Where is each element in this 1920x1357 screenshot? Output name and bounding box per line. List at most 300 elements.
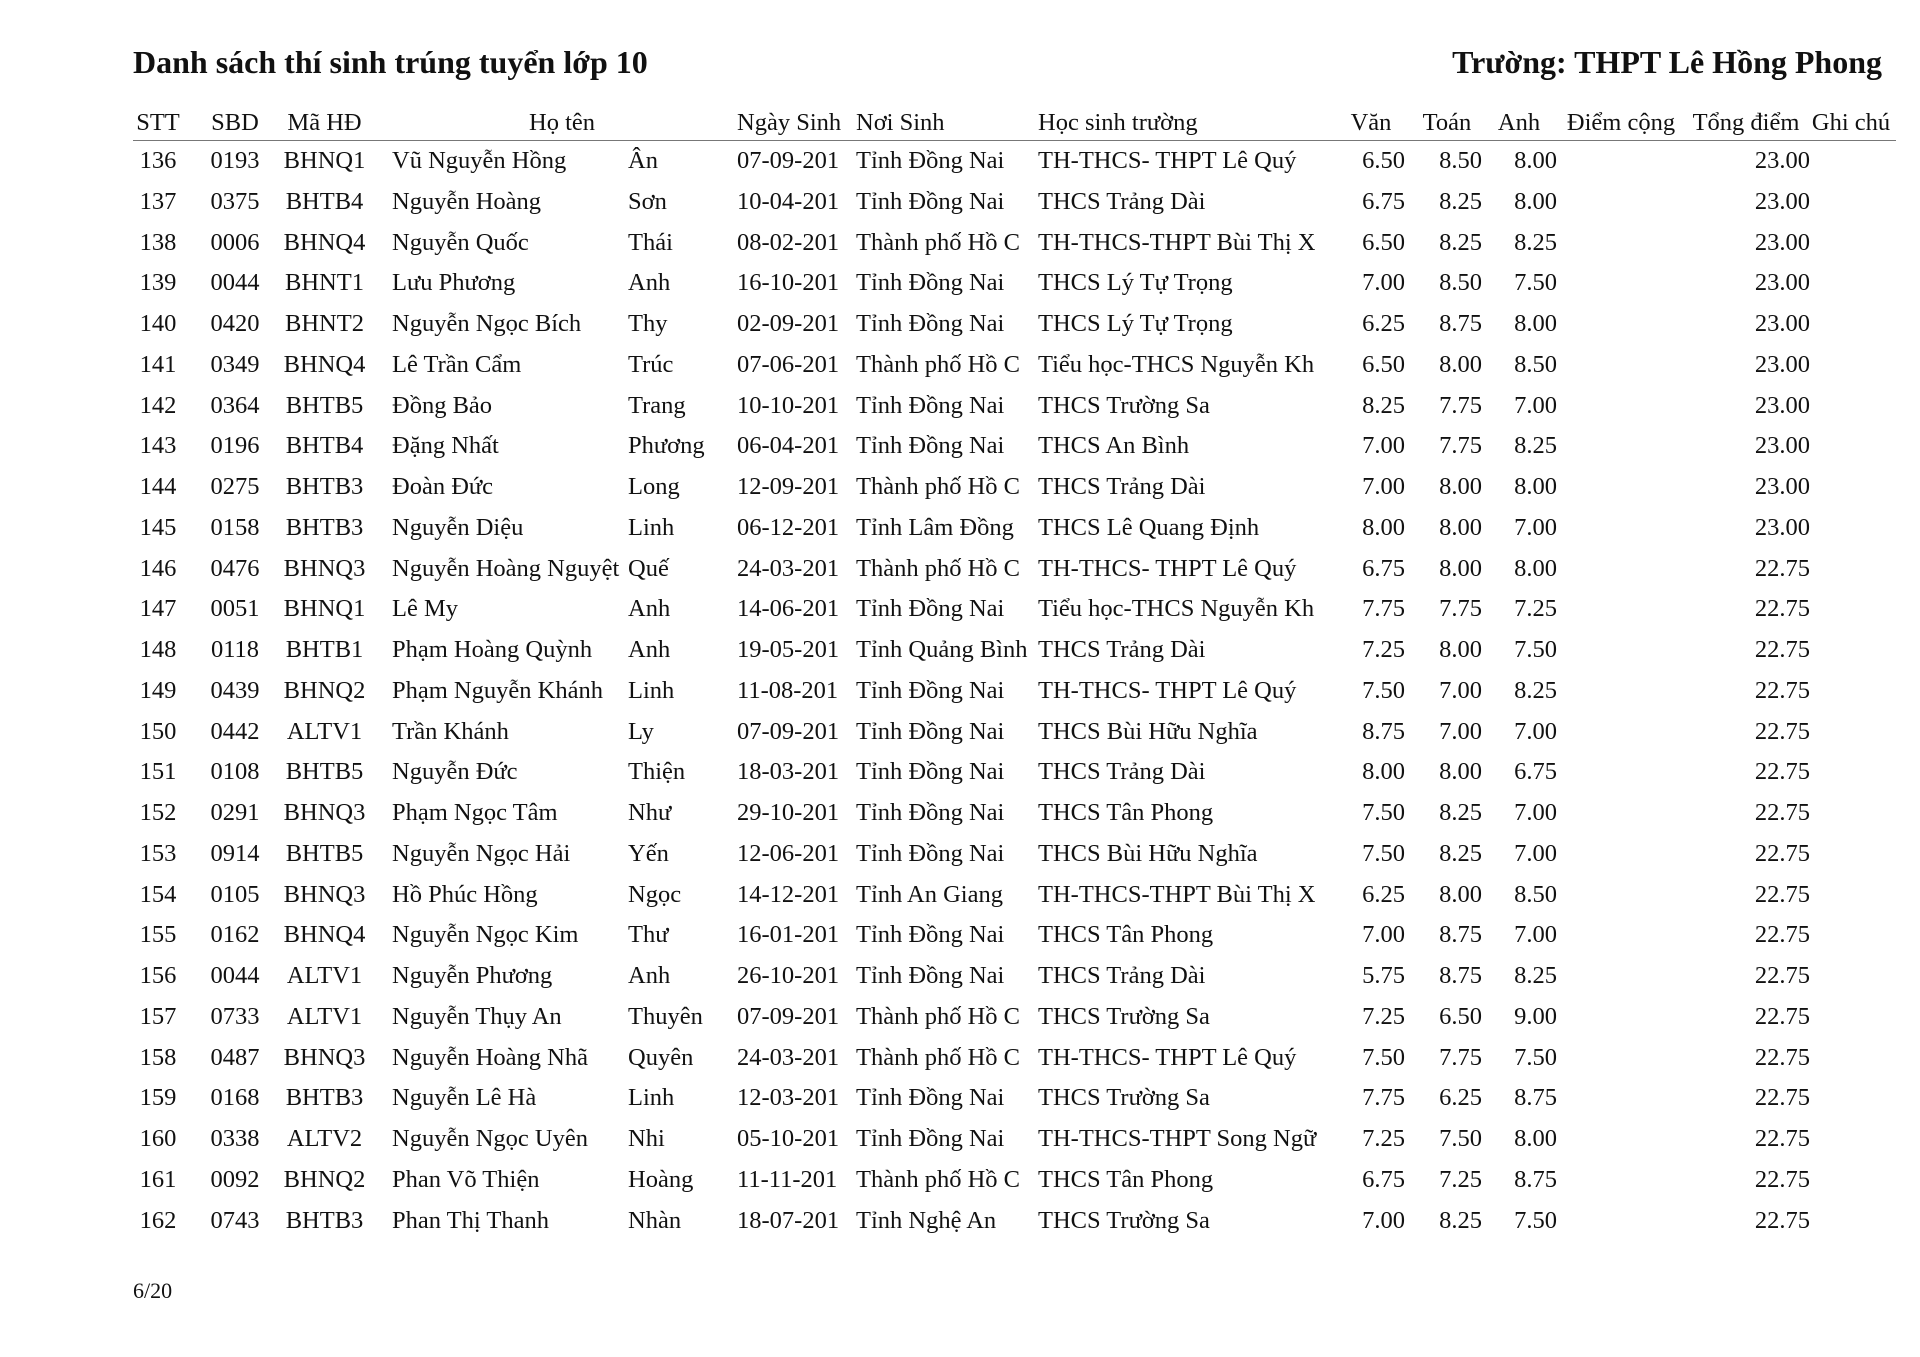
document-title: Danh sách thí sinh trúng tuyển lớp 10: [133, 44, 648, 80]
cell-anh: 7.50: [1514, 269, 1557, 297]
cell-hoc-sinh-truong: THCS An Bình: [1038, 432, 1190, 460]
cell-noi-sinh: Tỉnh Đồng Nai: [856, 962, 1005, 989]
cell-anh: 7.00: [1514, 839, 1557, 867]
cell-sbd: 0291: [210, 799, 260, 826]
cell-ma-hd: BHNQ3: [283, 799, 366, 826]
cell-van: 6.50: [1362, 228, 1405, 256]
cell-van: 8.00: [1362, 513, 1405, 541]
table-row: [0, 713, 1920, 753]
cell-noi-sinh: Tỉnh Nghệ An: [856, 1206, 997, 1234]
cell-ten: Anh: [628, 636, 671, 663]
cell-noi-sinh: Thành phố Hồ C: [856, 473, 1020, 500]
cell-hoc-sinh-truong: THCS Trảng Dài: [1038, 636, 1206, 663]
cell-ho: Hồ Phúc Hồng: [392, 880, 538, 908]
cell-tong-diem: 23.00: [1754, 350, 1810, 378]
cell-sbd: 0375: [210, 187, 260, 215]
cell-noi-sinh: Tỉnh Lâm Đồng: [856, 513, 1014, 541]
cell-toan: 8.25: [1439, 799, 1482, 826]
table-row: [0, 387, 1920, 427]
cell-tong-diem: 22.75: [1754, 921, 1810, 949]
cell-hoc-sinh-truong: TH-THCS- THPT Lê Quý: [1038, 554, 1297, 582]
cell-anh: 7.50: [1514, 1043, 1557, 1071]
cell-toan: 8.00: [1439, 880, 1482, 908]
header-divider: [133, 140, 1896, 141]
cell-ho: Nguyễn Hoàng Nhã: [392, 1043, 588, 1071]
cell-sbd: 0118: [210, 636, 260, 663]
cell-ma-hd: BHNQ3: [283, 1043, 366, 1071]
cell-van: 6.25: [1362, 310, 1405, 337]
table-row: [0, 264, 1920, 304]
cell-ho: Nguyễn Hoàng Nguyệt: [392, 554, 620, 582]
cell-anh: 9.00: [1514, 1002, 1557, 1030]
cell-ten: Ly: [628, 717, 654, 745]
cell-stt: 147: [139, 595, 177, 623]
cell-ten: Nhi: [628, 1125, 665, 1152]
cell-toan: 8.00: [1439, 473, 1482, 500]
cell-stt: 137: [139, 187, 177, 215]
header-ho-ten: Họ tên: [529, 109, 595, 136]
cell-toan: 7.75: [1439, 391, 1482, 419]
cell-ma-hd: BHNQ3: [283, 880, 366, 908]
cell-anh: 8.25: [1514, 676, 1557, 704]
cell-tong-diem: 23.00: [1754, 391, 1810, 419]
cell-ho: Nguyễn Quốc: [392, 228, 529, 256]
table-row: [0, 305, 1920, 345]
table-row: [0, 672, 1920, 712]
cell-ngay-sinh: 29-10-201: [737, 799, 840, 826]
school-name: Trường: THPT Lê Hồng Phong: [1452, 44, 1882, 80]
cell-sbd: 0364: [210, 391, 260, 419]
cell-tong-diem: 23.00: [1754, 228, 1810, 256]
cell-stt: 161: [139, 1165, 177, 1193]
cell-sbd: 0442: [210, 717, 260, 745]
cell-tong-diem: 22.75: [1754, 554, 1810, 582]
cell-ma-hd: BHNQ3: [283, 554, 366, 582]
cell-ho: Lê My: [392, 595, 458, 623]
cell-ma-hd: ALTV1: [286, 1002, 363, 1030]
cell-anh: 8.25: [1514, 962, 1557, 989]
cell-ngay-sinh: 05-10-201: [737, 1125, 840, 1152]
cell-ma-hd: BHTB3: [285, 513, 364, 541]
cell-hoc-sinh-truong: TH-THCS-THPT Bùi Thị X: [1038, 228, 1316, 256]
cell-van: 7.50: [1362, 676, 1405, 704]
cell-ho: Nguyễn Lê Hà: [392, 1084, 537, 1112]
cell-tong-diem: 22.75: [1754, 799, 1810, 826]
table-row: [0, 509, 1920, 549]
cell-stt: 143: [139, 432, 177, 460]
cell-ho: Vũ Nguyễn Hồng: [392, 147, 567, 174]
cell-ten: Long: [628, 473, 680, 500]
cell-ngay-sinh: 19-05-201: [737, 636, 840, 663]
cell-ten: Quế: [628, 554, 669, 582]
cell-van: 7.00: [1362, 269, 1405, 297]
cell-tong-diem: 22.75: [1754, 758, 1810, 786]
cell-hoc-sinh-truong: TH-THCS- THPT Lê Quý: [1038, 676, 1297, 704]
cell-anh: 7.50: [1514, 1206, 1557, 1234]
table-row: [0, 142, 1920, 182]
cell-stt: 145: [139, 513, 177, 541]
cell-stt: 139: [139, 269, 177, 297]
cell-van: 7.00: [1362, 432, 1405, 460]
cell-toan: 8.75: [1439, 310, 1482, 337]
cell-ngay-sinh: 12-09-201: [737, 473, 840, 500]
table-row: [0, 631, 1920, 671]
cell-ngay-sinh: 24-03-201: [737, 1043, 840, 1071]
cell-tong-diem: 22.75: [1754, 636, 1810, 663]
header-hoc-sinh-truong: Học sinh trường: [1038, 109, 1198, 136]
header-noi-sinh: Nơi Sinh: [856, 109, 945, 136]
cell-ngay-sinh: 11-08-201: [737, 676, 839, 704]
cell-ma-hd: BHNQ1: [283, 595, 366, 623]
cell-ten: Anh: [628, 269, 671, 297]
cell-anh: 8.75: [1514, 1165, 1557, 1193]
cell-toan: 8.75: [1439, 921, 1482, 949]
cell-anh: 7.25: [1514, 595, 1557, 623]
cell-noi-sinh: Tỉnh Đồng Nai: [856, 1125, 1005, 1152]
cell-ma-hd: BHTB5: [285, 839, 364, 867]
cell-ten: Phương: [628, 432, 705, 460]
cell-ma-hd: BHNQ4: [283, 350, 366, 378]
cell-stt: 160: [139, 1125, 177, 1152]
table-row: [0, 876, 1920, 916]
cell-toan: 8.00: [1439, 758, 1482, 786]
cell-tong-diem: 22.75: [1754, 1002, 1810, 1030]
cell-van: 7.50: [1362, 1043, 1405, 1071]
cell-sbd: 0092: [210, 1165, 260, 1193]
cell-sbd: 0439: [210, 676, 260, 704]
cell-toan: 7.25: [1439, 1165, 1482, 1193]
cell-noi-sinh: Tỉnh Đồng Nai: [856, 147, 1005, 174]
cell-ho: Đoàn Đức: [392, 473, 494, 500]
cell-van: 6.75: [1362, 554, 1405, 582]
cell-hoc-sinh-truong: TH-THCS-THPT Bùi Thị X: [1038, 880, 1316, 908]
cell-ten: Thy: [628, 310, 668, 337]
cell-noi-sinh: Thành phố Hồ C: [856, 228, 1020, 256]
table-row: [0, 1039, 1920, 1079]
cell-sbd: 0349: [210, 350, 260, 378]
header-diem-cong: Điểm cộng: [1566, 109, 1676, 136]
cell-toan: 8.50: [1439, 147, 1482, 174]
cell-sbd: 0275: [210, 473, 260, 500]
cell-noi-sinh: Tỉnh Đồng Nai: [856, 676, 1005, 704]
cell-ho: Lê Trần Cẩm: [392, 350, 522, 378]
table-row: [0, 1202, 1920, 1242]
cell-van: 5.75: [1362, 962, 1405, 989]
cell-noi-sinh: Tỉnh Đồng Nai: [856, 921, 1005, 949]
cell-stt: 148: [139, 636, 177, 663]
cell-tong-diem: 22.75: [1754, 962, 1810, 989]
cell-ngay-sinh: 16-01-201: [737, 921, 840, 949]
cell-anh: 8.25: [1514, 432, 1557, 460]
table-row: [0, 1120, 1920, 1160]
cell-sbd: 0051: [210, 595, 260, 623]
cell-tong-diem: 23.00: [1754, 269, 1810, 297]
cell-van: 7.00: [1362, 921, 1405, 949]
table-row: [0, 753, 1920, 793]
table-row: [0, 794, 1920, 834]
cell-tong-diem: 22.75: [1754, 1125, 1810, 1152]
cell-tong-diem: 22.75: [1754, 595, 1810, 623]
cell-sbd: 0168: [210, 1084, 260, 1112]
cell-anh: 7.00: [1514, 799, 1557, 826]
cell-anh: 8.00: [1514, 1125, 1557, 1152]
table-row: [0, 1079, 1920, 1119]
cell-ma-hd: BHNT2: [285, 310, 364, 337]
cell-sbd: 0420: [210, 310, 260, 337]
cell-anh: 7.00: [1514, 513, 1557, 541]
cell-van: 7.75: [1362, 1084, 1405, 1112]
cell-ten: Như: [628, 799, 672, 826]
cell-stt: 144: [139, 473, 177, 500]
cell-toan: 7.75: [1439, 595, 1482, 623]
cell-ngay-sinh: 07-09-201: [737, 147, 840, 174]
cell-stt: 156: [139, 962, 177, 989]
cell-ho: Phan Võ Thiện: [392, 1165, 540, 1193]
cell-ho: Nguyễn Ngọc Kim: [392, 921, 579, 949]
cell-ngay-sinh: 24-03-201: [737, 554, 840, 582]
cell-ho: Phạm Ngọc Tâm: [392, 799, 558, 826]
cell-hoc-sinh-truong: THCS Trường Sa: [1038, 1002, 1210, 1030]
table-row: [0, 550, 1920, 590]
cell-ngay-sinh: 10-04-201: [737, 187, 840, 215]
cell-ngay-sinh: 18-07-201: [737, 1206, 840, 1234]
table-row: [0, 916, 1920, 956]
table-header: [0, 104, 1920, 144]
cell-noi-sinh: Thành phố Hồ C: [856, 1165, 1020, 1193]
cell-anh: 7.50: [1514, 636, 1557, 663]
cell-hoc-sinh-truong: THCS Lý Tự Trọng: [1038, 310, 1233, 337]
cell-ho: Nguyễn Ngọc Hải: [392, 839, 571, 867]
cell-stt: 159: [139, 1084, 177, 1112]
cell-toan: 8.00: [1439, 554, 1482, 582]
cell-ho: Nguyễn Đức: [392, 758, 518, 786]
cell-ngay-sinh: 10-10-201: [737, 391, 840, 419]
cell-ten: Nhàn: [628, 1206, 682, 1234]
cell-noi-sinh: Tỉnh Đồng Nai: [856, 758, 1005, 786]
table-row: [0, 427, 1920, 467]
cell-van: 7.50: [1362, 839, 1405, 867]
cell-van: 7.25: [1362, 1125, 1405, 1152]
cell-ten: Thư: [628, 921, 669, 949]
cell-van: 6.50: [1362, 350, 1405, 378]
cell-tong-diem: 22.75: [1754, 880, 1810, 908]
cell-toan: 8.25: [1439, 1206, 1482, 1234]
cell-ngay-sinh: 14-12-201: [737, 880, 840, 908]
cell-ten: Hoàng: [628, 1165, 694, 1193]
cell-sbd: 0044: [210, 269, 260, 297]
cell-toan: 8.25: [1439, 228, 1482, 256]
cell-noi-sinh: Tỉnh Đồng Nai: [856, 310, 1005, 337]
cell-toan: 7.00: [1439, 717, 1482, 745]
table-row: [0, 1161, 1920, 1201]
cell-van: 6.75: [1362, 1165, 1405, 1193]
cell-sbd: 0193: [210, 147, 260, 174]
table-row: [0, 346, 1920, 386]
cell-van: 6.50: [1362, 147, 1405, 174]
cell-van: 7.75: [1362, 595, 1405, 623]
cell-stt: 154: [139, 880, 177, 908]
cell-van: 6.25: [1362, 880, 1405, 908]
cell-noi-sinh: Tỉnh An Giang: [856, 880, 1003, 908]
cell-tong-diem: 22.75: [1754, 1206, 1810, 1234]
header-sbd: SBD: [211, 109, 259, 136]
cell-ten: Quyên: [628, 1043, 694, 1071]
cell-ma-hd: ALTV1: [286, 962, 363, 989]
cell-van: 7.25: [1362, 1002, 1405, 1030]
cell-hoc-sinh-truong: TH-THCS- THPT Lê Quý: [1038, 1043, 1297, 1071]
cell-ngay-sinh: 18-03-201: [737, 758, 840, 786]
cell-sbd: 0487: [210, 1043, 260, 1071]
cell-ma-hd: ALTV1: [286, 717, 363, 745]
header-ghi-chu: Ghi chú: [1811, 109, 1891, 136]
cell-hoc-sinh-truong: Tiểu học-THCS Nguyễn Kh: [1038, 350, 1315, 378]
cell-ma-hd: BHTB3: [285, 1084, 364, 1112]
cell-ma-hd: BHNQ2: [283, 676, 366, 704]
cell-ho: Nguyễn Hoàng: [392, 187, 542, 215]
cell-ma-hd: BHNQ4: [283, 228, 366, 256]
cell-toan: 7.75: [1439, 1043, 1482, 1071]
cell-toan: 7.75: [1439, 432, 1482, 460]
cell-ho: Đặng Nhất: [392, 432, 499, 460]
cell-ten: Anh: [628, 962, 671, 989]
cell-ngay-sinh: 06-12-201: [737, 513, 840, 541]
cell-noi-sinh: Tỉnh Đồng Nai: [856, 391, 1005, 419]
cell-ngay-sinh: 16-10-201: [737, 269, 840, 297]
cell-hoc-sinh-truong: THCS Lê Quang Định: [1038, 513, 1260, 541]
cell-noi-sinh: Thành phố Hồ C: [856, 1002, 1020, 1030]
cell-ma-hd: BHTB1: [285, 636, 364, 663]
cell-tong-diem: 23.00: [1754, 513, 1810, 541]
cell-stt: 152: [139, 799, 177, 826]
cell-ma-hd: ALTV2: [286, 1125, 363, 1152]
cell-tong-diem: 23.00: [1754, 147, 1810, 174]
header-ngay-sinh: Ngày Sinh: [737, 109, 842, 136]
cell-tong-diem: 22.75: [1754, 1043, 1810, 1071]
cell-toan: 8.25: [1439, 187, 1482, 215]
cell-stt: 158: [139, 1043, 177, 1071]
cell-hoc-sinh-truong: THCS Tân Phong: [1038, 921, 1214, 949]
cell-toan: 8.25: [1439, 839, 1482, 867]
cell-noi-sinh: Tỉnh Đồng Nai: [856, 839, 1005, 867]
cell-toan: 8.00: [1439, 350, 1482, 378]
cell-sbd: 0105: [210, 880, 260, 908]
cell-stt: 150: [139, 717, 177, 745]
cell-ngay-sinh: 07-09-201: [737, 717, 840, 745]
cell-ho: Nguyễn Diệu: [392, 513, 524, 541]
cell-toan: 8.00: [1439, 636, 1482, 663]
cell-ten: Thiện: [628, 758, 686, 786]
cell-noi-sinh: Thành phố Hồ C: [856, 350, 1020, 378]
cell-sbd: 0743: [210, 1206, 260, 1234]
cell-tong-diem: 22.75: [1754, 676, 1810, 704]
cell-stt: 136: [139, 147, 177, 174]
cell-sbd: 0733: [210, 1002, 260, 1030]
cell-van: 8.25: [1362, 391, 1405, 419]
cell-noi-sinh: Tỉnh Đồng Nai: [856, 1084, 1005, 1112]
cell-anh: 8.00: [1514, 473, 1557, 500]
cell-anh: 8.75: [1514, 1084, 1557, 1112]
cell-ten: Yến: [628, 839, 669, 867]
cell-ma-hd: BHTB3: [285, 1206, 364, 1234]
header-stt: STT: [136, 109, 180, 136]
cell-ngay-sinh: 02-09-201: [737, 310, 840, 337]
cell-sbd: 0914: [210, 839, 260, 867]
cell-anh: 8.00: [1514, 147, 1557, 174]
cell-anh: 8.00: [1514, 554, 1557, 582]
cell-stt: 142: [139, 391, 177, 419]
cell-noi-sinh: Tỉnh Đồng Nai: [856, 187, 1005, 215]
cell-ngay-sinh: 14-06-201: [737, 595, 840, 623]
header-ma-hd: Mã HĐ: [287, 109, 362, 136]
cell-ten: Thái: [628, 228, 673, 256]
cell-toan: 8.75: [1439, 962, 1482, 989]
cell-stt: 141: [139, 350, 177, 378]
cell-anh: 7.00: [1514, 717, 1557, 745]
cell-ten: Sơn: [628, 187, 667, 215]
cell-anh: 8.50: [1514, 880, 1557, 908]
cell-ngay-sinh: 07-09-201: [737, 1002, 840, 1030]
cell-toan: 7.50: [1439, 1125, 1482, 1152]
cell-sbd: 0108: [210, 758, 260, 786]
cell-ma-hd: BHTB5: [285, 758, 364, 786]
cell-ma-hd: BHNQ1: [283, 147, 366, 174]
cell-sbd: 0158: [210, 513, 260, 541]
cell-ho: Nguyễn Phương: [392, 962, 553, 989]
cell-hoc-sinh-truong: THCS Trường Sa: [1038, 1206, 1210, 1234]
cell-hoc-sinh-truong: THCS Tân Phong: [1038, 799, 1214, 826]
cell-ten: Anh: [628, 595, 671, 623]
header-tong-diem: Tổng điểm: [1692, 109, 1800, 136]
cell-hoc-sinh-truong: THCS Trường Sa: [1038, 1084, 1210, 1112]
table-row: [0, 998, 1920, 1038]
cell-noi-sinh: Tỉnh Đồng Nai: [856, 799, 1005, 826]
cell-toan: 8.00: [1439, 513, 1482, 541]
cell-hoc-sinh-truong: TH-THCS- THPT Lê Quý: [1038, 147, 1297, 174]
cell-noi-sinh: Tỉnh Quảng Bình: [856, 636, 1028, 663]
cell-ma-hd: BHTB4: [285, 432, 364, 460]
cell-ten: Linh: [628, 1084, 675, 1112]
cell-stt: 149: [139, 676, 177, 704]
cell-sbd: 0162: [210, 921, 260, 949]
cell-van: 8.75: [1362, 717, 1405, 745]
cell-ngay-sinh: 12-03-201: [737, 1084, 840, 1112]
cell-ho: Phạm Hoàng Quỳnh: [392, 636, 593, 663]
cell-toan: 7.00: [1439, 676, 1482, 704]
cell-noi-sinh: Tỉnh Đồng Nai: [856, 717, 1005, 745]
cell-ma-hd: BHTB3: [285, 473, 364, 500]
cell-tong-diem: 22.75: [1754, 1084, 1810, 1112]
cell-tong-diem: 23.00: [1754, 473, 1810, 500]
cell-tong-diem: 23.00: [1754, 432, 1810, 460]
table-row: [0, 468, 1920, 508]
cell-hoc-sinh-truong: THCS Trường Sa: [1038, 391, 1210, 419]
cell-ngay-sinh: 08-02-201: [737, 228, 840, 256]
cell-ngay-sinh: 12-06-201: [737, 839, 840, 867]
cell-stt: 138: [139, 228, 177, 256]
cell-ho: Nguyễn Thụy An: [392, 1002, 562, 1030]
cell-anh: 8.00: [1514, 310, 1557, 337]
cell-ten: Ngọc: [628, 880, 682, 908]
cell-anh: 8.00: [1514, 187, 1557, 215]
cell-ho: Trần Khánh: [392, 717, 509, 745]
cell-ngay-sinh: 06-04-201: [737, 432, 840, 460]
cell-ten: Trang: [628, 391, 686, 419]
cell-anh: 7.00: [1514, 391, 1557, 419]
cell-tong-diem: 23.00: [1754, 310, 1810, 337]
cell-stt: 146: [139, 554, 177, 582]
cell-ma-hd: BHNT1: [285, 269, 364, 297]
cell-hoc-sinh-truong: THCS Lý Tự Trọng: [1038, 269, 1233, 297]
